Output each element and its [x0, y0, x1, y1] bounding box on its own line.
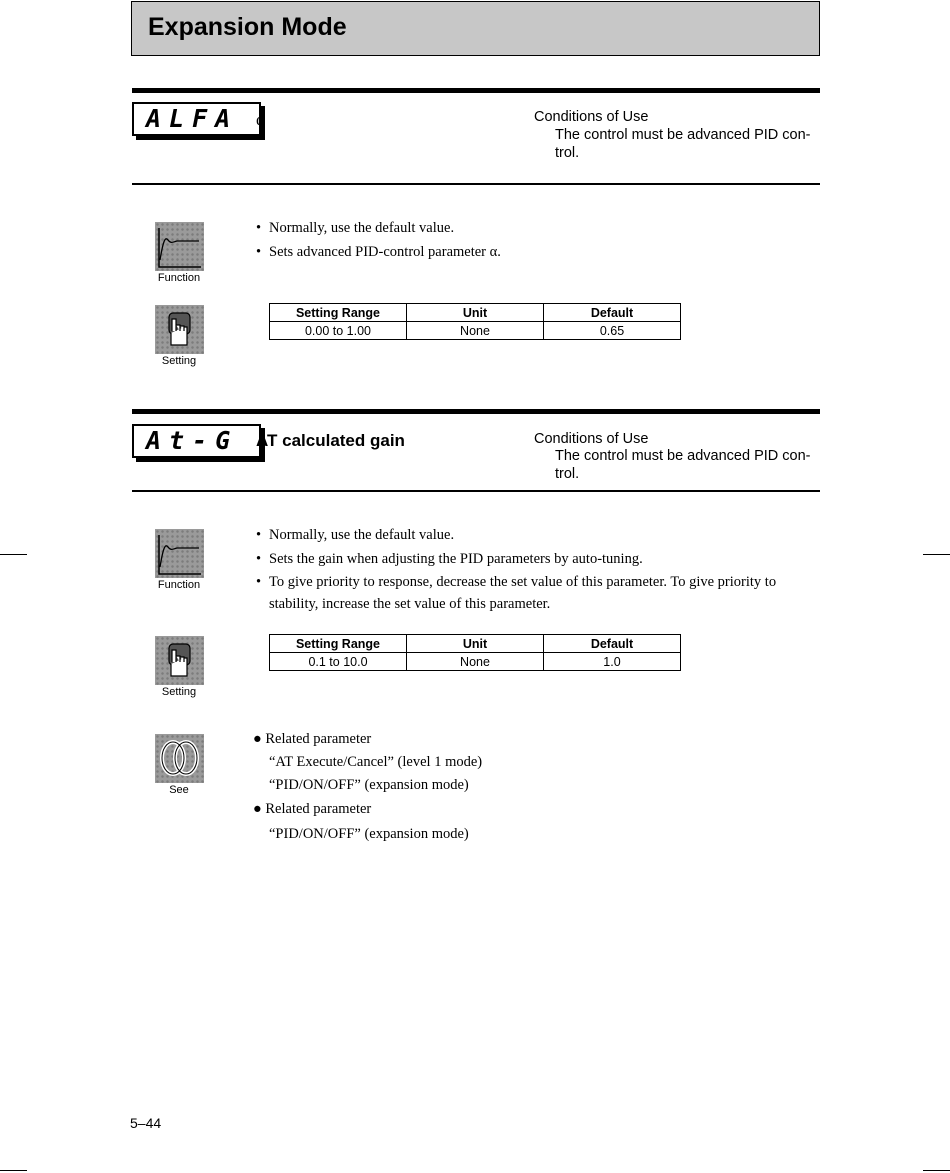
see-rings-icon: [155, 734, 204, 783]
table-cell: None: [407, 322, 544, 340]
see-caption: See: [169, 784, 189, 796]
function-graph-icon: [155, 529, 204, 578]
function-bullets: [256, 523, 796, 615]
crop-mark: [923, 1170, 950, 1171]
header-box: [131, 1, 820, 56]
table-cell: None: [407, 653, 544, 671]
conditions-text: The control must be advanced PID con-trol.: [555, 448, 811, 482]
related-item: “PID/ON/OFF” (expansion mode): [269, 826, 469, 842]
setting-caption: Setting: [161, 686, 197, 698]
crop-mark: [0, 1170, 27, 1171]
table-cell: 0.65: [544, 322, 681, 340]
parameter-name: AT calculated gain: [256, 431, 405, 450]
table-header: Default: [544, 635, 681, 653]
function-graph-icon: [155, 222, 204, 271]
related-item: “PID/ON/OFF” (expansion mode): [269, 777, 469, 793]
lcd-display-alfa: ALFA: [132, 102, 261, 136]
table-header: Setting Range: [270, 635, 407, 653]
conditions-label: Conditions of Use: [534, 109, 649, 125]
setting-table: [269, 634, 681, 671]
crop-mark: [0, 554, 27, 555]
related-parameters: [253, 728, 753, 846]
page-title: Expansion Mode: [148, 13, 347, 41]
lcd-display-at-g: At-G: [132, 424, 261, 458]
related-heading: ● Related parameter: [253, 801, 372, 817]
conditions-label: Conditions of Use: [534, 431, 649, 447]
function-caption: Function: [157, 272, 201, 284]
section-bottom-rule: [132, 183, 820, 185]
setting-caption: Setting: [161, 355, 197, 367]
table-header: Unit: [407, 304, 544, 322]
section-top-rule: [132, 88, 820, 93]
setting-table: [269, 303, 681, 340]
list-item: • To give priority to response, decrease the set value of this parameter. To give priority to stability, increase the set value of this parameter.: [256, 574, 777, 612]
table-header: Unit: [407, 635, 544, 653]
list-item: • Sets the gain when adjusting the PID parameters by auto-tuning.: [256, 551, 643, 567]
setting-hand-icon: [155, 305, 204, 354]
table-cell: 1.0: [544, 653, 681, 671]
function-bullets: [256, 216, 796, 264]
list-item: • Sets advanced PID-control parameter α.: [256, 244, 501, 260]
table-cell: 0.1 to 10.0: [270, 653, 407, 671]
setting-hand-icon: [155, 636, 204, 685]
crop-mark: [923, 554, 950, 555]
list-item: • Normally, use the default value.: [256, 220, 455, 236]
page-number: 5–44: [130, 1115, 162, 1131]
table-header: Setting Range: [270, 304, 407, 322]
section-top-rule: [132, 409, 820, 414]
related-item: “AT Execute/Cancel” (level 1 mode): [269, 754, 483, 770]
parameter-name: α: [256, 110, 265, 129]
list-item: • Normally, use the default value.: [256, 527, 455, 543]
table-cell: 0.00 to 1.00: [270, 322, 407, 340]
section-bottom-rule: [132, 490, 820, 492]
related-heading: ● Related parameter: [253, 731, 372, 747]
table-header: Default: [544, 304, 681, 322]
conditions-text: The control must be advanced PID con-trol.: [555, 127, 811, 161]
function-caption: Function: [157, 579, 201, 591]
